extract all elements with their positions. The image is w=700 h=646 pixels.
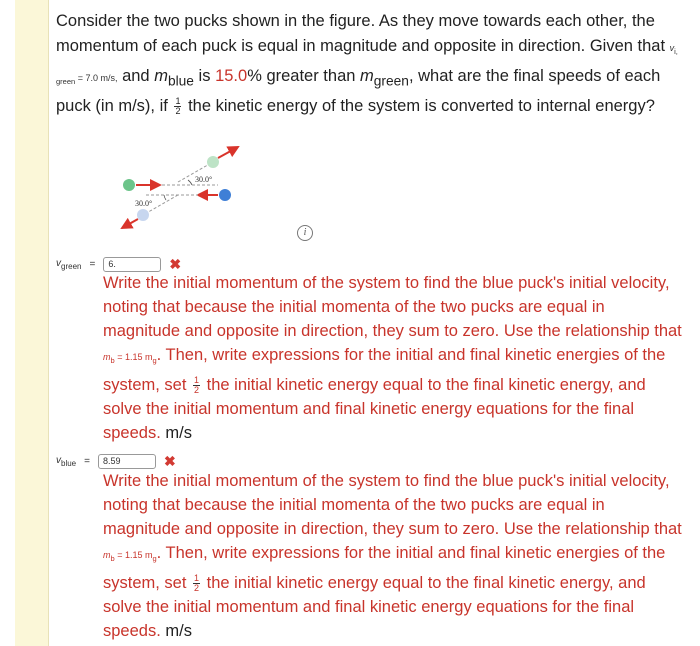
angle-top-label: 30.0° [195, 175, 213, 184]
feedback-blue: Write the initial momentum of the system to find the blue puck's initial velocity, noting that because the initial momenta of the two pucks are equal in magnitude and opposite in direction, they sum to zero. Use the relationship that $m_b = 1.15$ $m_g$. Then, write expressions for the initial and final kinetic energies of the system, set $\frac{1}{2}$ the initial kinetic energy equal to the final kinetic energy, and solve the initial momentum and final kinetic energy equations for the final speeds. m/s [103, 472, 682, 640]
info-icon[interactable]: i [297, 225, 313, 241]
answer-row-green: $v_{green}$ = 6. ✖ [56, 255, 182, 272]
v-green-input[interactable]: 6. [103, 257, 161, 272]
v-blue-input[interactable]: 8.59 [98, 454, 156, 469]
incorrect-icon: ✖ [169, 255, 182, 272]
arrow-blue-final [122, 219, 138, 228]
angle-bottom-label: 30.0° [135, 199, 153, 208]
problem-statement: Consider the two pucks shown in the figure. As they move towards each other, the momentum of each puck is equal in magnitude and opposite in direction. Given that $v_{i, green} = 7.0$ m/s, and $m_{blue}$ is 15.0% greater than $m_{green}$, what are the final speeds of each puck (in m/s), if $\frac{1}{2}$ the kinetic energy of the system is converted to internal energy? [56, 12, 678, 116]
fraction-half: $\frac{1}{2}$ [175, 95, 181, 116]
feedback-green: Write the initial momentum of the system to find the blue puck's initial velocity, noting that because the initial momenta of the two pucks are equal in magnitude and opposite in direction, they sum to zero. Use the relationship that $m_b = 1.15$ $m_g$. Then, write expressions for the initial and final kinetic energies of the system, set $\frac{1}{2}$ the initial kinetic energy equal to the final kinetic energy, and solve the initial momentum and final kinetic energy equations for the final speeds. m/s [103, 274, 682, 442]
left-margin-bar [15, 0, 49, 646]
blue-puck-final [137, 209, 149, 221]
answer-row-blue: $v_{blue}$ = 8.59 ✖ [56, 452, 176, 469]
percent-value: 15.0 [215, 66, 248, 85]
blue-puck-initial [219, 189, 231, 201]
green-puck-initial [123, 179, 135, 191]
arrow-green-final [218, 147, 238, 158]
incorrect-icon: ✖ [163, 452, 176, 469]
green-puck-final [207, 156, 219, 168]
pucks-figure [118, 140, 248, 230]
